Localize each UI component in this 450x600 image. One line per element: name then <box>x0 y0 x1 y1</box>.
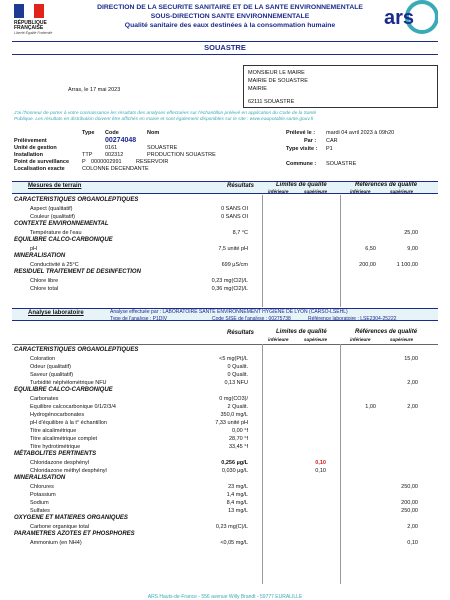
intro-text-2: Publique. Les résultats en distribution doivent être affichés en mairie et sont également disponibles sur le site : www.eaupotable.sante.gouv.fr <box>14 117 314 122</box>
title-rule-top <box>12 41 438 42</box>
table-row <box>0 491 450 499</box>
place-date: Arras, le 17 mai 2023 <box>68 87 121 93</box>
ref-sup: 250,00 <box>401 484 418 490</box>
section-heading: EQUILIBRE CALCO-CARBONIQUE <box>14 237 113 243</box>
section-heading: CARACTERISTIQUES ORGANOLEPTIQUES <box>14 197 139 203</box>
limit-sup: 0,10 <box>315 468 326 474</box>
ref-inf: 1,00 <box>365 404 376 410</box>
labo-h-references: Références de qualité <box>355 329 418 335</box>
table-row <box>0 427 450 435</box>
result-value: 699 µS/cm <box>221 262 248 268</box>
col-sep-2 <box>340 195 341 307</box>
terrain-h-limites: Limites de qualité <box>276 182 327 188</box>
section-heading: MINERALISATION <box>14 253 66 259</box>
table-row <box>0 507 450 515</box>
section-heading: CARACTERISTIQUES ORGANOLEPTIQUES <box>14 347 139 353</box>
section-heading: MÉTABOLITES PERTINENTS <box>14 451 97 457</box>
ref-sup: 2,00 <box>407 524 418 530</box>
param-label: pH d'équilibre à la t° échantillon <box>30 420 107 426</box>
table-row <box>0 363 450 371</box>
ref-sup: 9,00 <box>407 246 418 252</box>
meta-loc-label: Localisation exacte <box>14 166 65 172</box>
meta-typevisite-value: P1 <box>326 146 333 152</box>
param-label: Potassium <box>30 492 56 498</box>
param-label: Carbonates <box>30 396 59 402</box>
result-value: <5 mg(Pt)/L <box>219 356 248 362</box>
result-value: 0 mg(CO3)/ <box>219 396 248 402</box>
meta-unite-code: 0161 <box>105 145 118 151</box>
param-label: Aspect (qualitatif) <box>30 206 73 212</box>
table-row <box>0 443 450 451</box>
param-label: Couleur (qualitatif) <box>30 214 75 220</box>
meta-surv-nom: RESERVOIR <box>136 159 169 165</box>
header-title1: DIRECTION DE LA SECURITE SANITAIRE ET DE LA SANTE ENVIRONNEMENTALE <box>97 4 363 11</box>
col-sep-1 <box>262 195 263 307</box>
ref-sup: 250,00 <box>401 508 418 514</box>
table-row <box>0 483 450 491</box>
result-value: 0,256 µg/L <box>221 460 248 466</box>
address-box <box>243 65 438 108</box>
meta-commune-label: Commune : <box>286 161 317 167</box>
table-row <box>0 379 450 387</box>
limit-sup: 0,10 <box>315 460 326 466</box>
param-label: Chloridazone méthyl desphényl <box>30 468 107 474</box>
logo-line1: RÉPUBLIQUE <box>14 20 47 26</box>
result-value: 0,23 mg(C)/L <box>215 524 248 530</box>
ref-sup: 2,00 <box>407 380 418 386</box>
ref-sup: 1 100,00 <box>396 262 418 268</box>
logo-motto: Liberté Égalité Fraternité <box>14 31 53 35</box>
result-value: 0,23 mg(Cl2)/L <box>211 278 248 284</box>
param-label: Ammonium (en NH4) <box>30 540 82 546</box>
labo-type-line: Type de l'analyse : P1DIV <box>110 316 168 322</box>
section-heading: PARAMETRES AZOTES ET PHOSPHORES <box>14 531 135 537</box>
addr-line2: MAIRIE DE SOUASTRE <box>248 78 308 84</box>
meta-commune-value: SOUASTRE <box>326 161 357 167</box>
result-value: 23 mg/L <box>228 484 248 490</box>
commune-title: SOUASTRE <box>204 43 246 52</box>
result-value: 2 Qualit. <box>227 404 248 410</box>
labo-h-resultats: Résultats <box>227 330 255 336</box>
meta-par-label: Par : <box>304 138 317 144</box>
param-label: Saveur (qualitatif) <box>30 372 74 378</box>
ref-sup: 25,00 <box>404 230 418 236</box>
terrain-h-lim-inf: inférieure <box>268 189 289 194</box>
param-label: Conductivité à 25°C <box>30 262 79 268</box>
result-value: 8,4 mg/L <box>226 500 248 506</box>
result-value: <0,05 mg/L <box>220 540 248 546</box>
ref-sup: 2,00 <box>407 404 418 410</box>
terrain-h-ref-sup: supérieure <box>390 189 414 194</box>
table-row <box>0 419 450 427</box>
terrain-h-references: Références de qualité <box>355 182 418 188</box>
logo-line2: FRANÇAISE <box>14 25 44 31</box>
table-row <box>0 229 450 237</box>
table-row <box>0 523 450 531</box>
param-label: Turbidité néphélométrique NFU <box>30 380 107 386</box>
labo-sise-line: Code SISE de l'analyse : 00275738 <box>212 316 291 322</box>
table-row <box>0 395 450 403</box>
table-row <box>0 245 450 253</box>
param-label: pH <box>30 246 38 252</box>
param-label: Chlorures <box>30 484 54 490</box>
header-title2: SOUS-DIRECTION SANTE ENVIRONNEMENTALE <box>150 13 310 20</box>
result-value: 0,030 µg/L <box>221 468 248 474</box>
meta-col-nom: Nom <box>147 130 160 136</box>
addr-line3: MAIRIE <box>248 86 267 92</box>
labo-h-lim-inf: inférieure <box>268 337 289 342</box>
terrain-h-resultats: Résultats <box>227 183 255 189</box>
meta-loc-value: COLONNE DECENDANTE <box>82 166 149 172</box>
col-sep-4 <box>340 344 341 584</box>
terrain-h-ref-inf: inférieure <box>350 189 371 194</box>
meta-surv-type: P <box>82 159 86 165</box>
meta-par-value: CAR <box>326 138 338 144</box>
meta-install-type: TTP <box>82 152 93 158</box>
param-label: Titre hydrotimétrique <box>30 444 81 450</box>
labo-h-ref-inf: inférieure <box>350 337 371 342</box>
meta-col-code: Code <box>105 130 119 136</box>
col-sep-3 <box>262 344 263 584</box>
table-row <box>0 499 450 507</box>
header-title3: Qualité sanitaire des eaux destinées à la consommation humaine <box>124 22 336 29</box>
result-value: 8,7 °C <box>232 230 248 236</box>
result-value: 0 SANS OI <box>221 206 248 212</box>
ref-inf: 6,50 <box>365 246 376 252</box>
table-row <box>0 261 450 269</box>
table-row <box>0 371 450 379</box>
meta-preleve-value: mardi 04 avril 2023 à 09h20 <box>326 130 395 136</box>
result-value: 13 mg/L <box>228 508 248 514</box>
param-label: Chlore libre <box>30 278 59 284</box>
param-label: Equilibre calcocarbonique 0/1/2/3/4 <box>30 404 116 410</box>
result-value: 7,33 unité pH <box>215 420 248 426</box>
ref-sup: 200,00 <box>401 500 418 506</box>
ars-logo <box>382 0 438 34</box>
addr-line1: MONSIEUR LE MAIRE <box>248 70 305 76</box>
title-rule-bottom <box>12 54 438 55</box>
terrain-title: Mesures de terrain <box>28 183 82 189</box>
result-value: 0 Qualit. <box>227 372 248 378</box>
intro-text-1: J'ai l'honneur de porter à votre connaissance les résultats des analyses effectuées sur l'échantillon prélevé en application du Code de la Santé <box>14 111 317 116</box>
param-label: Carbone organique total <box>30 524 90 530</box>
labo-analyse-line: Analyse effectuée par : LABORATOIRE SANTE ENVIRONNEMENT HYGIENE DE LYON (CARSO-LSEHL) <box>110 309 348 315</box>
result-value: 28,70 °f <box>228 436 248 442</box>
table-row <box>0 411 450 419</box>
flag-emblem <box>14 4 44 18</box>
labo-ref-line: Référence laboratoire : LSE2304-25222 <box>308 316 397 322</box>
param-label: Hydrogénocarbonates <box>30 412 85 418</box>
table-row <box>0 467 450 475</box>
meta-install-label: Installation <box>14 152 44 158</box>
section-heading: MINERALISATION <box>14 475 66 481</box>
param-label: Titre alcalimétrique complet <box>30 436 98 442</box>
param-label: Odeur (qualitatif) <box>30 364 71 370</box>
result-value: 0 SANS OI <box>221 214 248 220</box>
result-value: 350,0 mg/L <box>220 412 248 418</box>
labo-title: Analyse laboratoire <box>28 310 84 316</box>
section-heading: RESIDUEL TRAITEMENT DE DESINFECTION <box>14 269 141 275</box>
result-value: 1,4 mg/L <box>226 492 248 498</box>
meta-surv-code: 0000002991 <box>91 159 122 165</box>
param-label: Sulfates <box>30 508 50 514</box>
meta-preleve-label: Prélevé le : <box>286 130 316 136</box>
result-value: 0 Qualit. <box>227 364 248 370</box>
terrain-h-lim-sup: supérieure <box>304 189 328 194</box>
meta-install-nom: PRODUCTION SOUASTRE <box>147 152 216 158</box>
ref-sup: 0,10 <box>407 540 418 546</box>
table-row <box>0 213 450 221</box>
param-label: Coloration <box>30 356 56 362</box>
table-row <box>0 285 450 293</box>
meta-unite-nom: SOUASTRE <box>147 145 178 151</box>
result-value: 0,13 NFU <box>224 380 248 386</box>
result-value: 33,45 °f <box>228 444 248 450</box>
meta-typevisite-label: Type visite : <box>286 146 318 152</box>
section-heading: CONTEXTE ENVIRONNEMENTAL <box>14 221 109 227</box>
meta-unite-label: Unité de gestion <box>14 145 57 151</box>
table-row <box>0 205 450 213</box>
param-label: Température de l'eau <box>30 230 82 236</box>
table-row <box>0 435 450 443</box>
table-row <box>0 403 450 411</box>
meta-col-type: Type <box>82 130 95 136</box>
section-heading: EQUILIBRE CALCO-CARBONIQUE <box>14 387 113 393</box>
meta-prelevement-label: Prélèvement <box>14 138 47 144</box>
ref-sup: 15,00 <box>404 356 418 362</box>
meta-prelevement-code: 00274048 <box>105 137 137 144</box>
table-row <box>0 539 450 547</box>
republique-logo <box>12 4 70 36</box>
labo-h-limites: Limites de qualité <box>276 329 327 335</box>
meta-install-code: 002312 <box>105 152 124 158</box>
meta-surv-label: Point de surveillance <box>14 159 70 165</box>
param-label: Chloridazone desphényl <box>30 460 90 466</box>
addr-line4: 62111 SOUASTRE <box>248 99 295 105</box>
param-label: Chlore total <box>30 286 59 292</box>
ars-logo-text: ars <box>384 7 415 29</box>
section-heading: OXYGENE ET MATIERES ORGANIQUES <box>14 515 128 521</box>
labo-header-rule <box>12 344 438 345</box>
labo-h-lim-sup: supérieure <box>304 337 328 342</box>
footer-text: ARS Hauts-de-France - 556 avenue Willy Brandt - 59777 EURALILLE <box>147 594 303 600</box>
param-label: Titre alcalimétrique <box>30 428 77 434</box>
result-value: 7,5 unité pH <box>218 246 248 252</box>
result-value: 0,00 °f <box>232 428 248 434</box>
ref-inf: 200,00 <box>359 262 376 268</box>
table-row <box>0 459 450 467</box>
table-row <box>0 355 450 363</box>
labo-h-ref-sup: supérieure <box>390 337 414 342</box>
result-value: 0,36 mg(Cl2)/L <box>211 286 248 292</box>
param-label: Sodium <box>30 500 49 506</box>
table-row <box>0 277 450 285</box>
